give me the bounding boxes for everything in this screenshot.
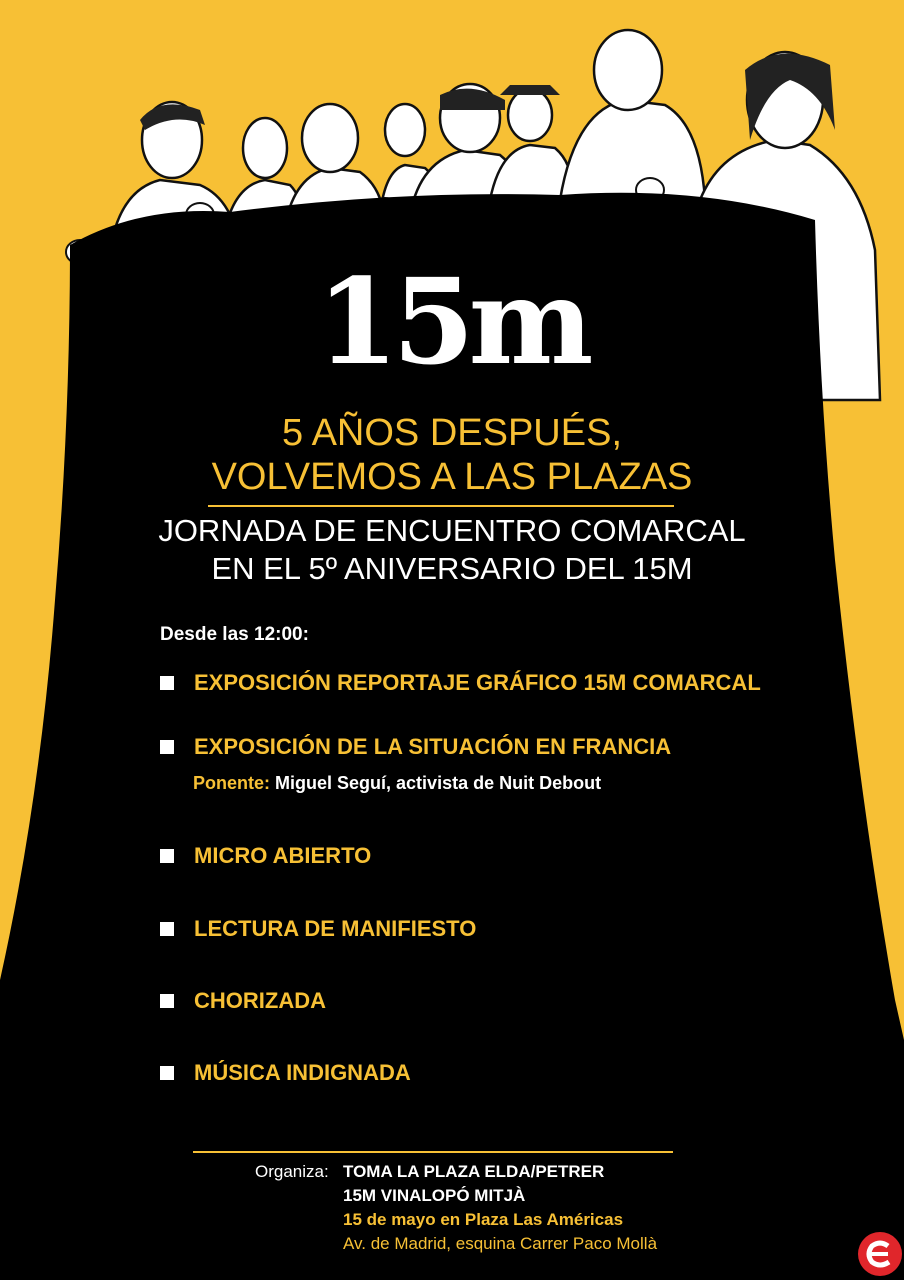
speaker-label: Ponente: <box>193 773 271 793</box>
organizer-1: TOMA LA PLAZA ELDA/PETRER <box>343 1162 605 1181</box>
schedule-item-label: EXPOSICIÓN REPORTAJE GRÁFICO 15M COMARCAL <box>194 670 761 695</box>
site-badge-icon[interactable] <box>858 1232 902 1276</box>
headline-divider <box>208 505 674 507</box>
subheadline-line2: EN EL 5º ANIVERSARIO DEL 15M <box>211 551 693 586</box>
schedule-item <box>160 916 476 942</box>
schedule-item-label: LECTURA DE MANIFIESTO <box>194 916 477 941</box>
square-bullet-icon <box>160 849 174 863</box>
schedule-item <box>160 1060 411 1086</box>
schedule-item-label: MICRO ABIERTO <box>194 843 372 868</box>
schedule-item-label: MÚSICA INDIGNADA <box>194 1060 411 1085</box>
speaker-line <box>193 773 601 794</box>
headline-line1: 5 AÑOS DESPUÉS, <box>281 412 622 454</box>
schedule-item <box>160 988 326 1014</box>
square-bullet-icon <box>160 922 174 936</box>
square-bullet-icon <box>160 1066 174 1080</box>
square-bullet-icon <box>160 740 174 754</box>
schedule-item-label: CHORIZADA <box>194 988 326 1013</box>
square-bullet-icon <box>160 676 174 690</box>
schedule-item <box>160 843 371 869</box>
event-address: Av. de Madrid, esquina Carrer Paco Mollà <box>343 1234 658 1253</box>
schedule-start-time: Desde las 12:00: <box>160 624 309 645</box>
schedule-item <box>160 670 761 696</box>
organizer-2: 15M VINALOPÓ MITJÀ <box>343 1186 526 1205</box>
schedule-item-label: EXPOSICIÓN DE LA SITUACIÓN EN FRANCIA <box>194 734 672 759</box>
subheadline-line1: JORNADA DE ENCUENTRO COMARCAL <box>158 513 746 548</box>
organizer-label: Organiza: <box>255 1162 329 1181</box>
footer-divider <box>193 1151 673 1153</box>
event-date-place: 15 de mayo en Plaza Las Américas <box>343 1210 624 1229</box>
speaker-name: Miguel Seguí, activista de Nuit Debout <box>275 773 602 793</box>
schedule-item <box>160 734 671 760</box>
square-bullet-icon <box>160 994 174 1008</box>
logo-15m: 15m <box>316 252 588 391</box>
headline-line2: VOLVEMOS A LAS PLAZAS <box>211 456 693 498</box>
